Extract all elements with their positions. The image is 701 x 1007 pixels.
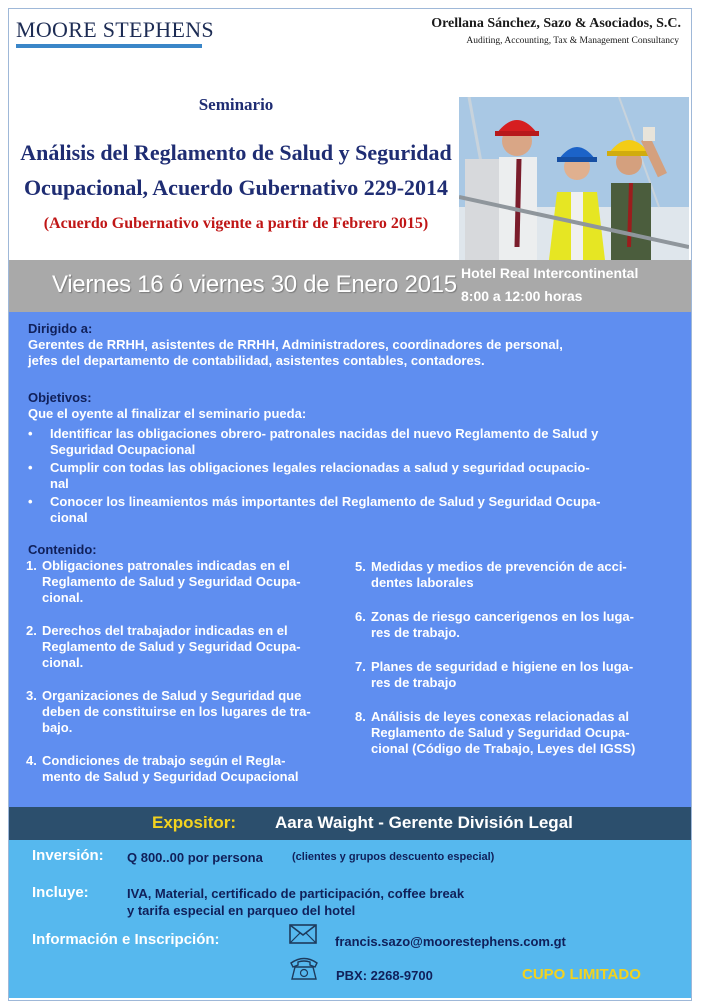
objetivos-list [28,426,684,528]
seminar-title-line1: Análisis del Reglamento de Salud y Seguridad [20,140,452,165]
inversion-note: (clientes y grupos descuento especial) [292,851,495,863]
dirigido-line1: Gerentes de RRHH, asistentes de RRHH, Administradores, coordinadores de personal, [28,337,563,352]
incluye-label: Incluye: [32,884,89,901]
contenido-item: 7. Planes de seguridad e higiene en los luga- res de trabajo [355,659,634,690]
envelope-icon [289,924,317,944]
seminar-label: Seminario [198,95,274,114]
contenido-list-left [26,558,356,785]
incluye-line1: IVA, Material, certificado de participación, coffee break [127,886,465,901]
contenido-item: 6. Zonas de riesgo cancerigenos en los luga- res de trabajo. [355,609,634,640]
expositor-label: Expositor: [152,813,237,832]
workers-illustration [459,97,689,260]
inversion-amount: Q 800..00 por persona [127,850,263,865]
firm-name: Orellana Sánchez, Sazo & Asociados, S.C. [431,16,681,31]
seminar-subtitle: (Acuerdo Gubernativo vigente a partir de Febrero 2015) [43,215,429,232]
firm-subtitle: Auditing, Accounting, Tax & Management Consultancy [466,36,679,46]
moore-stephens-logo: MOORE STEPHENS [16,17,214,42]
contenido-item: 3. Organizaciones de Salud y Seguridad que deben de constituirse en los lugares de tra- bajo. [26,688,311,735]
expositor-name: Aara Waight - Gerente División Legal [275,813,573,832]
contact-phone: PBX: 2268-9700 [336,968,433,983]
cupo-limitado-badge: CUPO LIMITADO [522,966,641,983]
inversion-label: Inversión: [32,847,104,864]
dirigido-heading: Dirigido a: [28,321,93,336]
contacto-label: Información e Inscripción: [32,931,220,948]
event-venue: Hotel Real Intercontinental [461,265,639,281]
contenido-item: 2. Derechos del trabajador indicadas en el Reglamento de Salud y Seguridad Ocupa- cional. [26,623,301,670]
seminar-title-line2: Ocupacional, Acuerdo Gubernativo 229-2014 [23,175,449,200]
event-time: 8:00 a 12:00 horas [461,288,583,304]
contenido-item: 8. Análisis de leyes conexas relacionadas al Reglamento de Salud y Seguridad Ocupa- cional (Código de Trabajo, Leyes del IGSS) [355,709,636,756]
incluye-line2: y tarifa especial en parqueo del hotel [127,903,356,918]
objetivo-item: • Conocer los lineamientos más importantes del Reglamento de Salud y Seguridad Ocupa- cional [28,494,684,526]
workers-photo [459,97,689,260]
objetivo-item: • Identificar las obligaciones obrero- patronales nacidas del nuevo Reglamento de Salud y Seguridad Ocupacional [28,426,684,458]
contenido-list-right [355,559,685,757]
objetivos-heading: Objetivos: [28,390,92,405]
contenido-item: 5. Medidas y medios de prevención de acci- dentes laborales [355,559,627,590]
objetivo-item: • Cumplir con todas las obligaciones legales relacionadas a salud y seguridad ocupacio- nal [28,460,684,492]
contenido-item: 1. Obligaciones patronales indicadas en el Reglamento de Salud y Seguridad Ocupa- cional. [26,558,301,605]
dirigido-line2: jefes del departamento de contabilidad, asistentes contables, contadores. [28,353,485,368]
objetivos-intro: Que el oyente al finalizar el seminario pueda: [28,406,307,421]
contenido-item: 4. Condiciones de trabajo según el Regla- mento de Salud y Seguridad Ocupacional [26,753,299,784]
logo-underline [16,44,202,48]
event-dates: Viernes 16 ó viernes 30 de Enero 2015 [52,271,457,298]
contact-email-link[interactable]: francis.sazo@moorestephens.com.gt [335,934,566,949]
contenido-heading: Contenido: [28,542,97,557]
telephone-icon [289,955,319,981]
